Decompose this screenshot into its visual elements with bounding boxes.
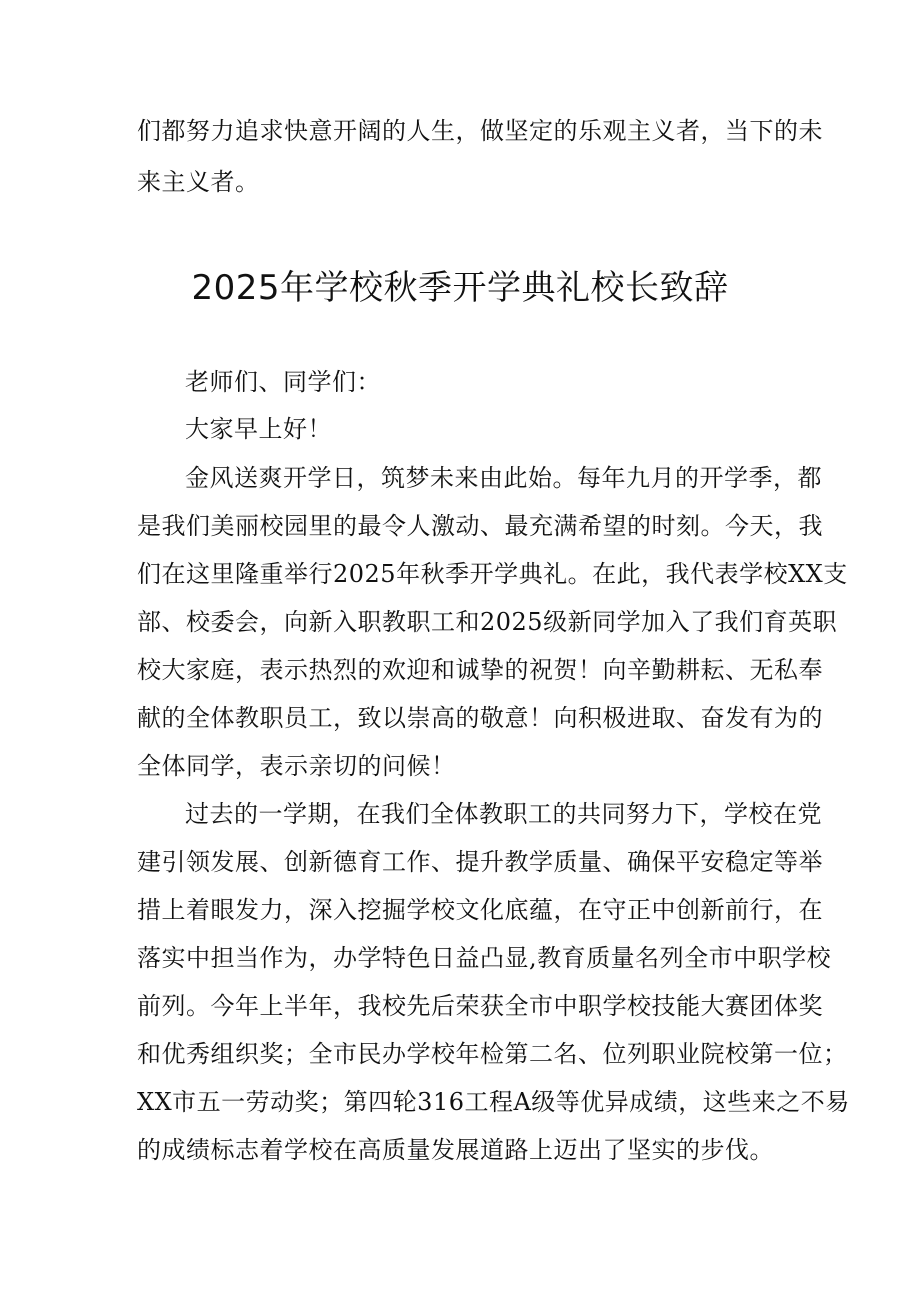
paragraph-1-line-5: 校大家庭，表示热烈的欢迎和诚挚的祝贺！向辛勤耕耘、无私奉 bbox=[137, 656, 823, 684]
paragraph-1-line-3: 们在这里隆重举行2025年秋季开学典礼。在此，我代表学校XX支 bbox=[137, 560, 848, 588]
paragraph-1-line-6: 献的全体教职员工，致以崇高的敬意！向积极进取、奋发有为的 bbox=[137, 704, 823, 732]
paragraph-2-line-2: 建引领发展、创新德育工作、提升教学质量、确保平安稳定等举 bbox=[137, 848, 823, 876]
paragraph-1-line-1: 金风送爽开学日，筑梦未来由此始。每年九月的开学季，都 bbox=[185, 464, 822, 492]
paragraph-2-line-4: 落实中担当作为，办学特色日益凸显,教育质量名列全市中职学校 bbox=[137, 944, 832, 972]
carryover-line-1: 们都努力追求快意开阔的人生，做坚定的乐观主义者，当下的未 bbox=[137, 117, 823, 145]
paragraph-2-line-1: 过去的一学期，在我们全体教职工的共同努力下，学校在党 bbox=[185, 800, 822, 828]
paragraph-2-line-8: 的成绩标志着学校在高质量发展道路上迈出了坚实的步伐。 bbox=[137, 1136, 774, 1164]
document-title: 2025年学校秋季开学典礼校长致辞 bbox=[191, 268, 729, 308]
paragraph-2-line-7: XX市五一劳动奖；第四轮316工程A级等优异成绩，这些来之不易 bbox=[137, 1088, 850, 1116]
paragraph-1-line-7: 全体同学，表示亲切的问候！ bbox=[137, 752, 456, 780]
paragraph-1-line-2: 是我们美丽校园里的最令人激动、最充满希望的时刻。今天，我 bbox=[137, 512, 823, 540]
paragraph-2-line-5: 前列。今年上半年，我校先后荣获全市中职学校技能大赛团体奖 bbox=[137, 992, 823, 1020]
paragraph-2-line-6: 和优秀组织奖；全市民办学校年检第二名、位列职业院校第一位； bbox=[137, 1040, 848, 1068]
paragraph-1-line-4: 部、校委会，向新入职教职工和2025级新同学加入了我们育英职 bbox=[137, 608, 838, 636]
greeting: 大家早上好！ bbox=[185, 415, 332, 443]
paragraph-2-line-3: 措上着眼发力，深入挖掘学校文化底蕴，在守正中创新前行，在 bbox=[137, 896, 823, 924]
carryover-line-2: 来主义者。 bbox=[137, 168, 260, 196]
salutation: 老师们、同学们： bbox=[185, 368, 381, 396]
